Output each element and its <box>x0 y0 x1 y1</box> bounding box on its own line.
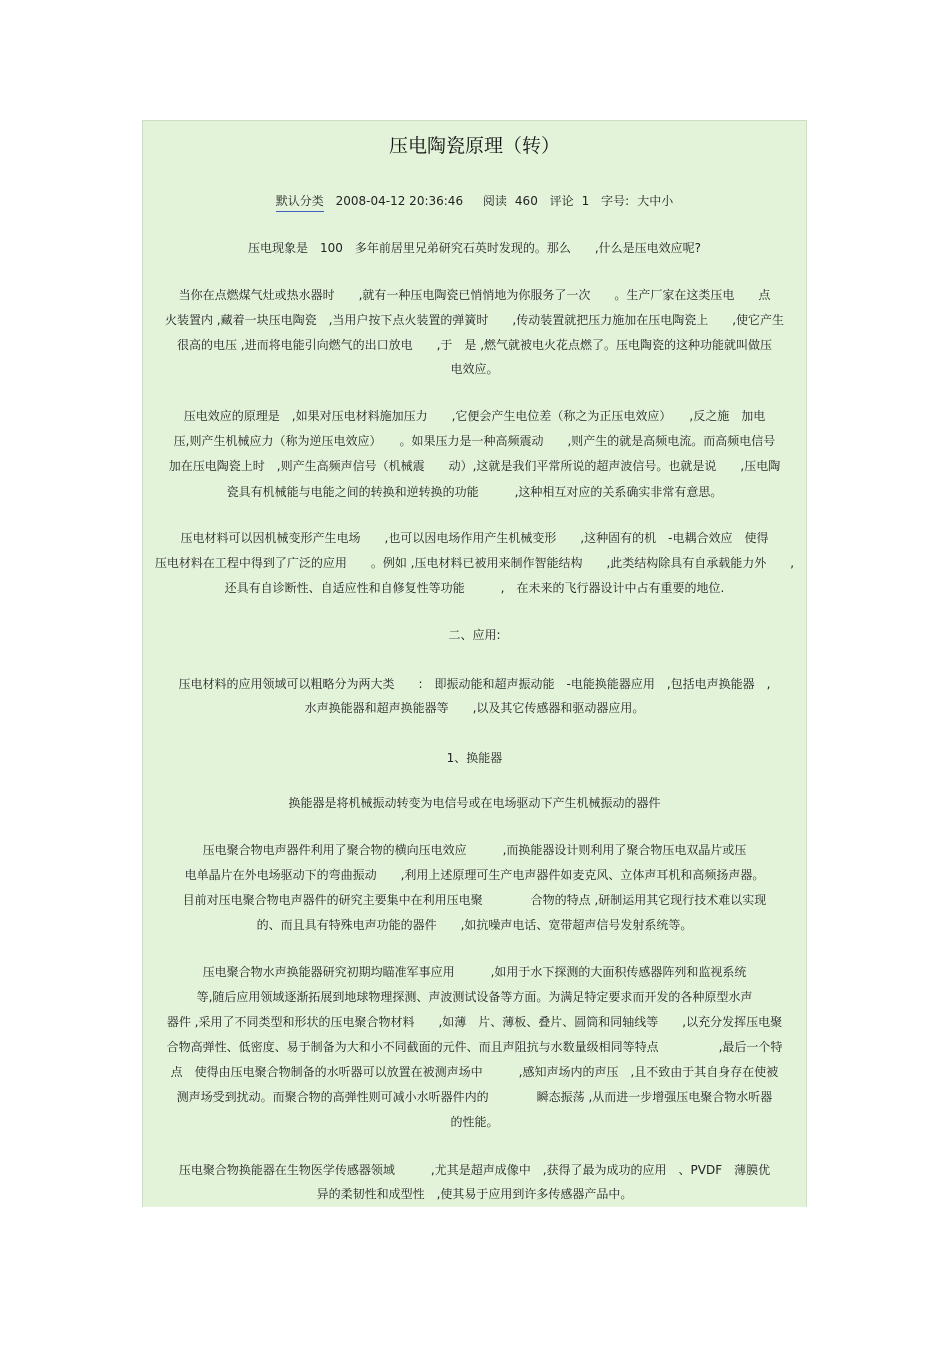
body-line: 加在压电陶瓷上时 ,则产生高频声信号（机械震 动）,这就是我们平常所说的超声波信号。也就是说 ,压电陶 <box>168 459 781 473</box>
body-line: 压,则产生机械应力（称为逆压电效应） 。如果压力是一种高频震动 ,则产生的就是高频电流。而高频电信号 <box>173 434 776 448</box>
body-line: 压电聚合物电声器件利用了聚合物的横向压电效应 ,而换能器设计则利用了聚合物压电双晶片或压 <box>202 843 747 857</box>
article-panel <box>142 120 807 1207</box>
body-line: 压电聚合物水声换能器研究初期均瞄准军事应用 ,如用于水下探测的大面积传感器阵列和监视系统 <box>202 965 747 979</box>
body-line: 还具有自诊断性、自适应性和自修复性等功能 , 在未来的飞行器设计中占有重要的地位. <box>224 581 725 595</box>
body-line: 的性能。 <box>450 1115 499 1129</box>
body-line: 水声换能器和超声换能器等 ,以及其它传感器和驱动器应用。 <box>304 701 645 715</box>
body-line: 换能器是将机械振动转变为电信号或在电场驱动下产生机械振动的器件 <box>288 796 661 810</box>
body-line: 火装置内 ,藏着一块压电陶瓷 ,当用户按下点火装置的弹簧时 ,传动装置就把压力施加在压电陶瓷上 ,使它产生 <box>164 313 785 327</box>
body-line: 压电聚合物换能器在生物医学传感器领域 ,尤其是超声成像中 ,获得了最为成功的应用 、PVDF 薄膜优 <box>178 1163 771 1177</box>
body-line: 测声场受到扰动。而聚合物的高弹性则可减小水听器件内的 瞬态振荡 ,从而进一步增强压电聚合物水听器 <box>176 1090 773 1104</box>
fontsize-label: 字号: <box>601 194 630 208</box>
body-line: 的、而且具有特殊电声功能的器件 ,如抗噪声电话、宽带超声信号发射系统等。 <box>256 918 693 932</box>
subsection-heading: 1、换能器 <box>446 751 503 765</box>
category-link[interactable]: 默认分类 <box>276 194 324 212</box>
body-line: 压电材料的应用领域可以粗略分为两大类 : 即振动能和超声振动能 -电能换能器应用 ,包括电声换能器 , <box>178 677 771 691</box>
body-line: 当你在点燃煤气灶或热水器时 ,就有一种压电陶瓷已悄悄地为你服务了一次 。生产厂家在这类压电 点 <box>178 288 771 302</box>
comment-count: 1 <box>581 194 590 208</box>
body-line: 器件 ,采用了不同类型和形状的压电聚合物材料 ,如薄 片、薄板、叠片、圆筒和同轴线等 ,以充分发挥压电聚 <box>166 1015 783 1029</box>
body-line: 目前对压电聚合物电声器件的研究主要集中在利用压电聚 合物的特点 ,研制运用其它现行技术难以实现 <box>182 893 767 907</box>
comment-label[interactable]: 评论 <box>549 194 574 208</box>
article-title: 压电陶瓷原理（转） <box>388 135 560 157</box>
body-line: 合物高弹性、低密度、易于制备为大和小不同截面的元件、而且声阻抗与水数量级相同等特点 ,最后一个特 <box>166 1040 783 1054</box>
read-label: 阅读 <box>482 194 507 208</box>
body-line: 等,随后应用领域逐渐拓展到地球物理探测、声波测试设备等方面。为满足特定要求而开发的各种原型水声 <box>196 990 753 1004</box>
body-line: 很高的电压 ,进而将电能引向燃气的出口放电 ,于 是 ,燃气就被电火花点燃了。压电陶瓷的这种功能就叫做压 <box>176 338 773 352</box>
fontsize-options[interactable]: 大中小 <box>637 194 674 208</box>
body-line: 异的柔韧性和成型性 ,使其易于应用到许多传感器产品中。 <box>316 1187 633 1201</box>
body-line: 压电现象是 100 多年前居里兄弟研究石英时发现的。那么 ,什么是压电效应呢? <box>247 241 702 255</box>
body-line: 压电材料可以因机械变形产生电场 ,也可以因电场作用产生机械变形 ,这种固有的机 -电耦合效应 使得 <box>180 531 769 545</box>
body-line: 电单晶片在外电场驱动下的弯曲振动 ,利用上述原理可生产电声器件如麦克风、立体声耳机和高频扬声器。 <box>184 868 765 882</box>
read-count: 460 <box>514 194 538 208</box>
post-datetime: 2008-04-12 20:36:46 <box>335 194 464 208</box>
article-meta <box>143 192 806 209</box>
body-line: 点 使得由压电聚合物制备的水听器可以放置在被测声场中 ,感知声场内的声压 ,且不致由于其自身存在使被 <box>170 1065 779 1079</box>
body-line: 压电材料在工程中得到了广泛的应用 。例如 ,压电材料已被用来制作智能结构 ,此类结构除具有自承载能力外 , <box>154 556 795 570</box>
section-heading: 二、应用: <box>448 628 501 642</box>
body-line: 电效应。 <box>450 362 499 376</box>
body-line: 瓷具有机械能与电能之间的转换和逆转换的功能 ,这种相互对应的关系确实非常有意思。 <box>226 485 723 499</box>
body-line: 压电效应的原理是 ,如果对压电材料施加压力 ,它便会产生电位差（称之为正压电效应） ,反之施 加电 <box>183 409 766 423</box>
